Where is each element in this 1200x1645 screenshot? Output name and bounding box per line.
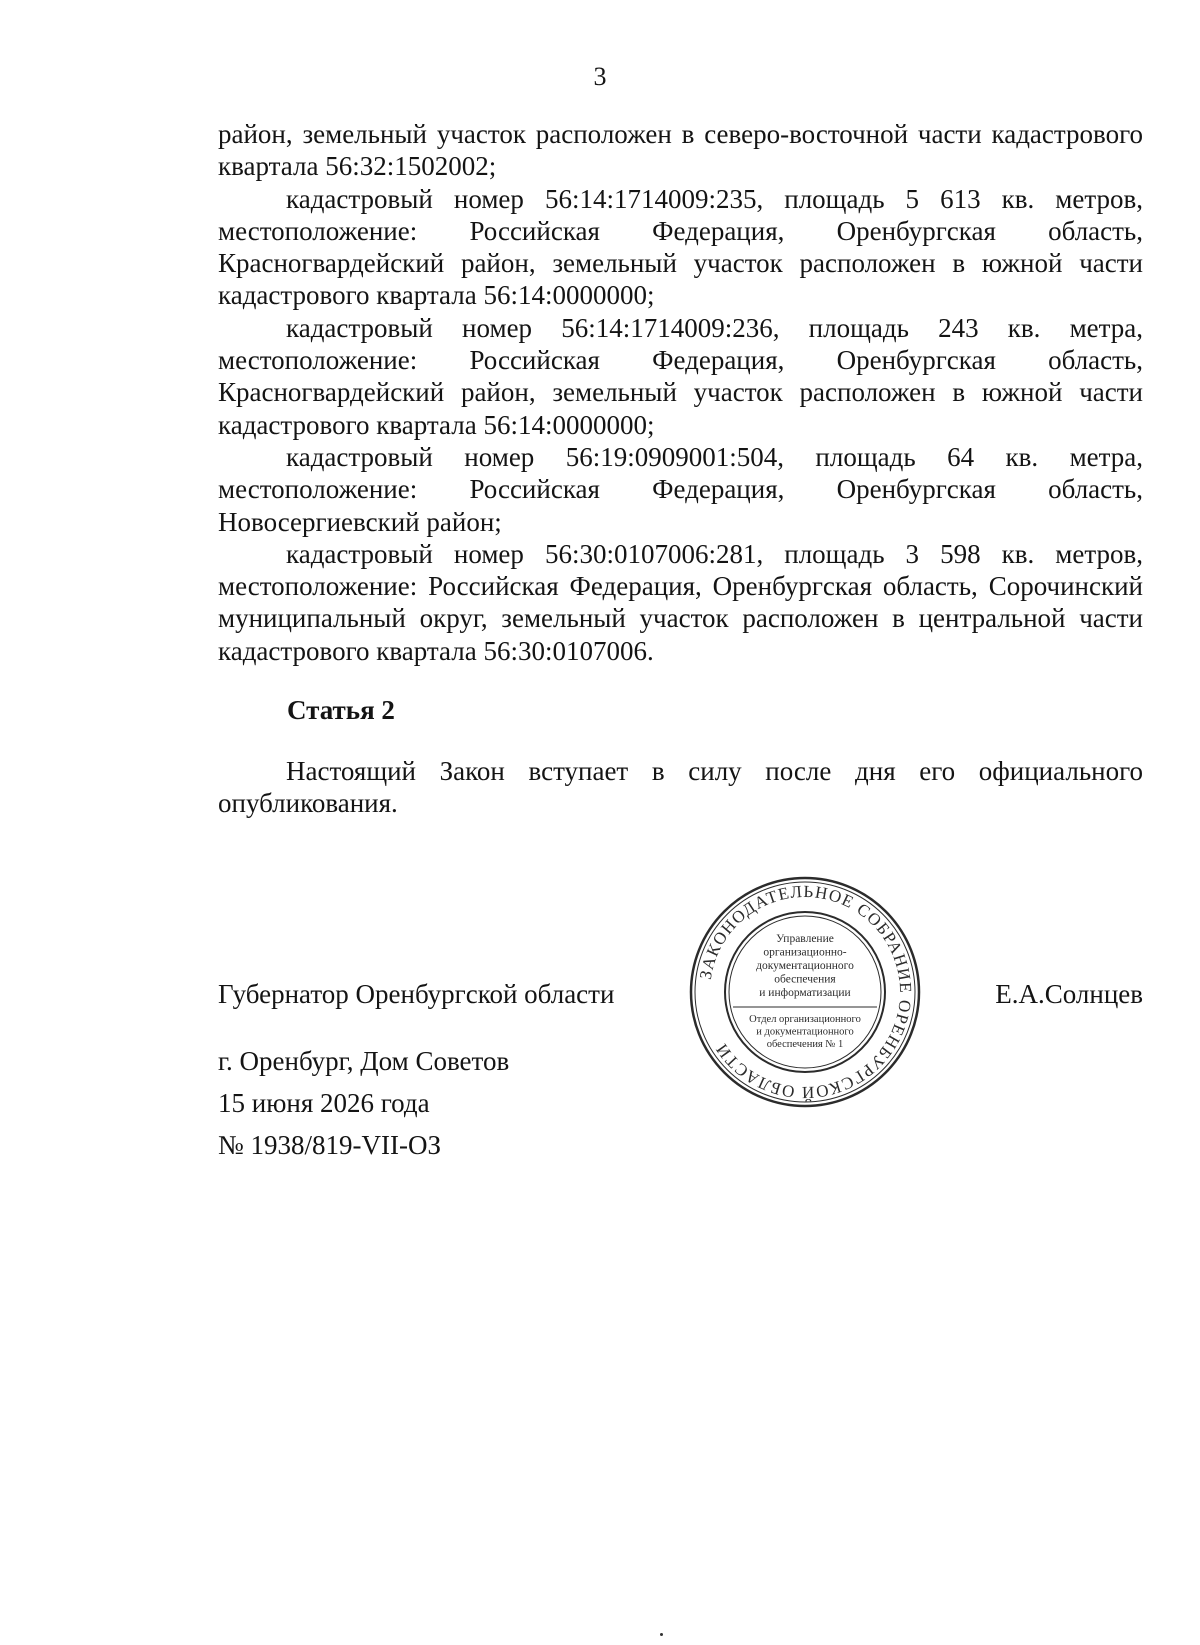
issue-details bbox=[218, 1040, 509, 1166]
article-text bbox=[218, 755, 1143, 820]
stamp-lower-line: и документационного bbox=[756, 1026, 854, 1038]
paragraph: кадастровый номер 56:14:1714009:235, площадь 5 613 кв. метров, местоположение: Российская Федерация, Оренбургская область, Красногвардейский район, земельный участок расположен в южной части кадастрового квартала 56:14:0000000; bbox=[218, 183, 1143, 311]
paragraph: кадастровый номер 56:14:1714009:236, площадь 243 кв. метра, местоположение: Российская Федерация, Оренбургская область, Красногвардейский район, земельный участок расположен в южной части кадастрового квартала 56:14:0000000; bbox=[218, 312, 1143, 440]
official-stamp bbox=[685, 872, 925, 1112]
law-text-continuation bbox=[218, 118, 1143, 667]
stamp-upper-line: документационного bbox=[756, 960, 854, 972]
paragraph: кадастровый номер 56:30:0107006:281, площадь 3 598 кв. метров, местоположение: Российская Федерация, Оренбургская область, Сорочинский муниципальный округ, земельный участок расположен в центральной части кадастрового квартала 56:30:0107006. bbox=[218, 538, 1143, 666]
signatory-name: Е.А.Солнцев bbox=[995, 979, 1143, 1009]
stamp-lower-line: Отдел организационного bbox=[749, 1014, 861, 1025]
article-heading: Статья 2 bbox=[287, 695, 395, 725]
stamp-upper-line: Управление bbox=[776, 933, 834, 945]
paragraph: кадастровый номер 56:19:0909001:504, площадь 64 кв. метра, местоположение: Российская Федерация, Оренбургская область, Новосергиевский район; bbox=[218, 441, 1143, 537]
signature-line bbox=[218, 978, 1143, 1010]
issue-date: 15 июня 2026 года bbox=[218, 1088, 430, 1118]
stamp-ring-text: ЗАКОНОДАТЕЛЬНОЕ СОБРАНИЕ ОРЕНБУРГСКОЙ ОБЛАСТИ bbox=[695, 881, 916, 1103]
scan-speck bbox=[660, 1633, 663, 1636]
stamp-lower-line: обеспечения № 1 bbox=[766, 1039, 844, 1050]
stamp-upper-line: организационно- bbox=[763, 946, 847, 959]
law-number: № 1938/819-VII-ОЗ bbox=[218, 1130, 442, 1160]
issue-place: г. Оренбург, Дом Советов bbox=[218, 1046, 510, 1076]
stamp-upper-line: и информатизации bbox=[759, 987, 851, 999]
article-paragraph: Настоящий Закон вступает в силу после дня его официального опубликования. bbox=[218, 756, 1143, 819]
page-number: 3 bbox=[593, 62, 607, 91]
signatory-position: Губернатор Оренбургской области bbox=[218, 979, 615, 1009]
paragraph: район, земельный участок расположен в северо-восточной части кадастрового квартала 56:32:1502002; bbox=[218, 119, 1143, 182]
stamp-upper-line: обеспечения bbox=[774, 973, 836, 986]
